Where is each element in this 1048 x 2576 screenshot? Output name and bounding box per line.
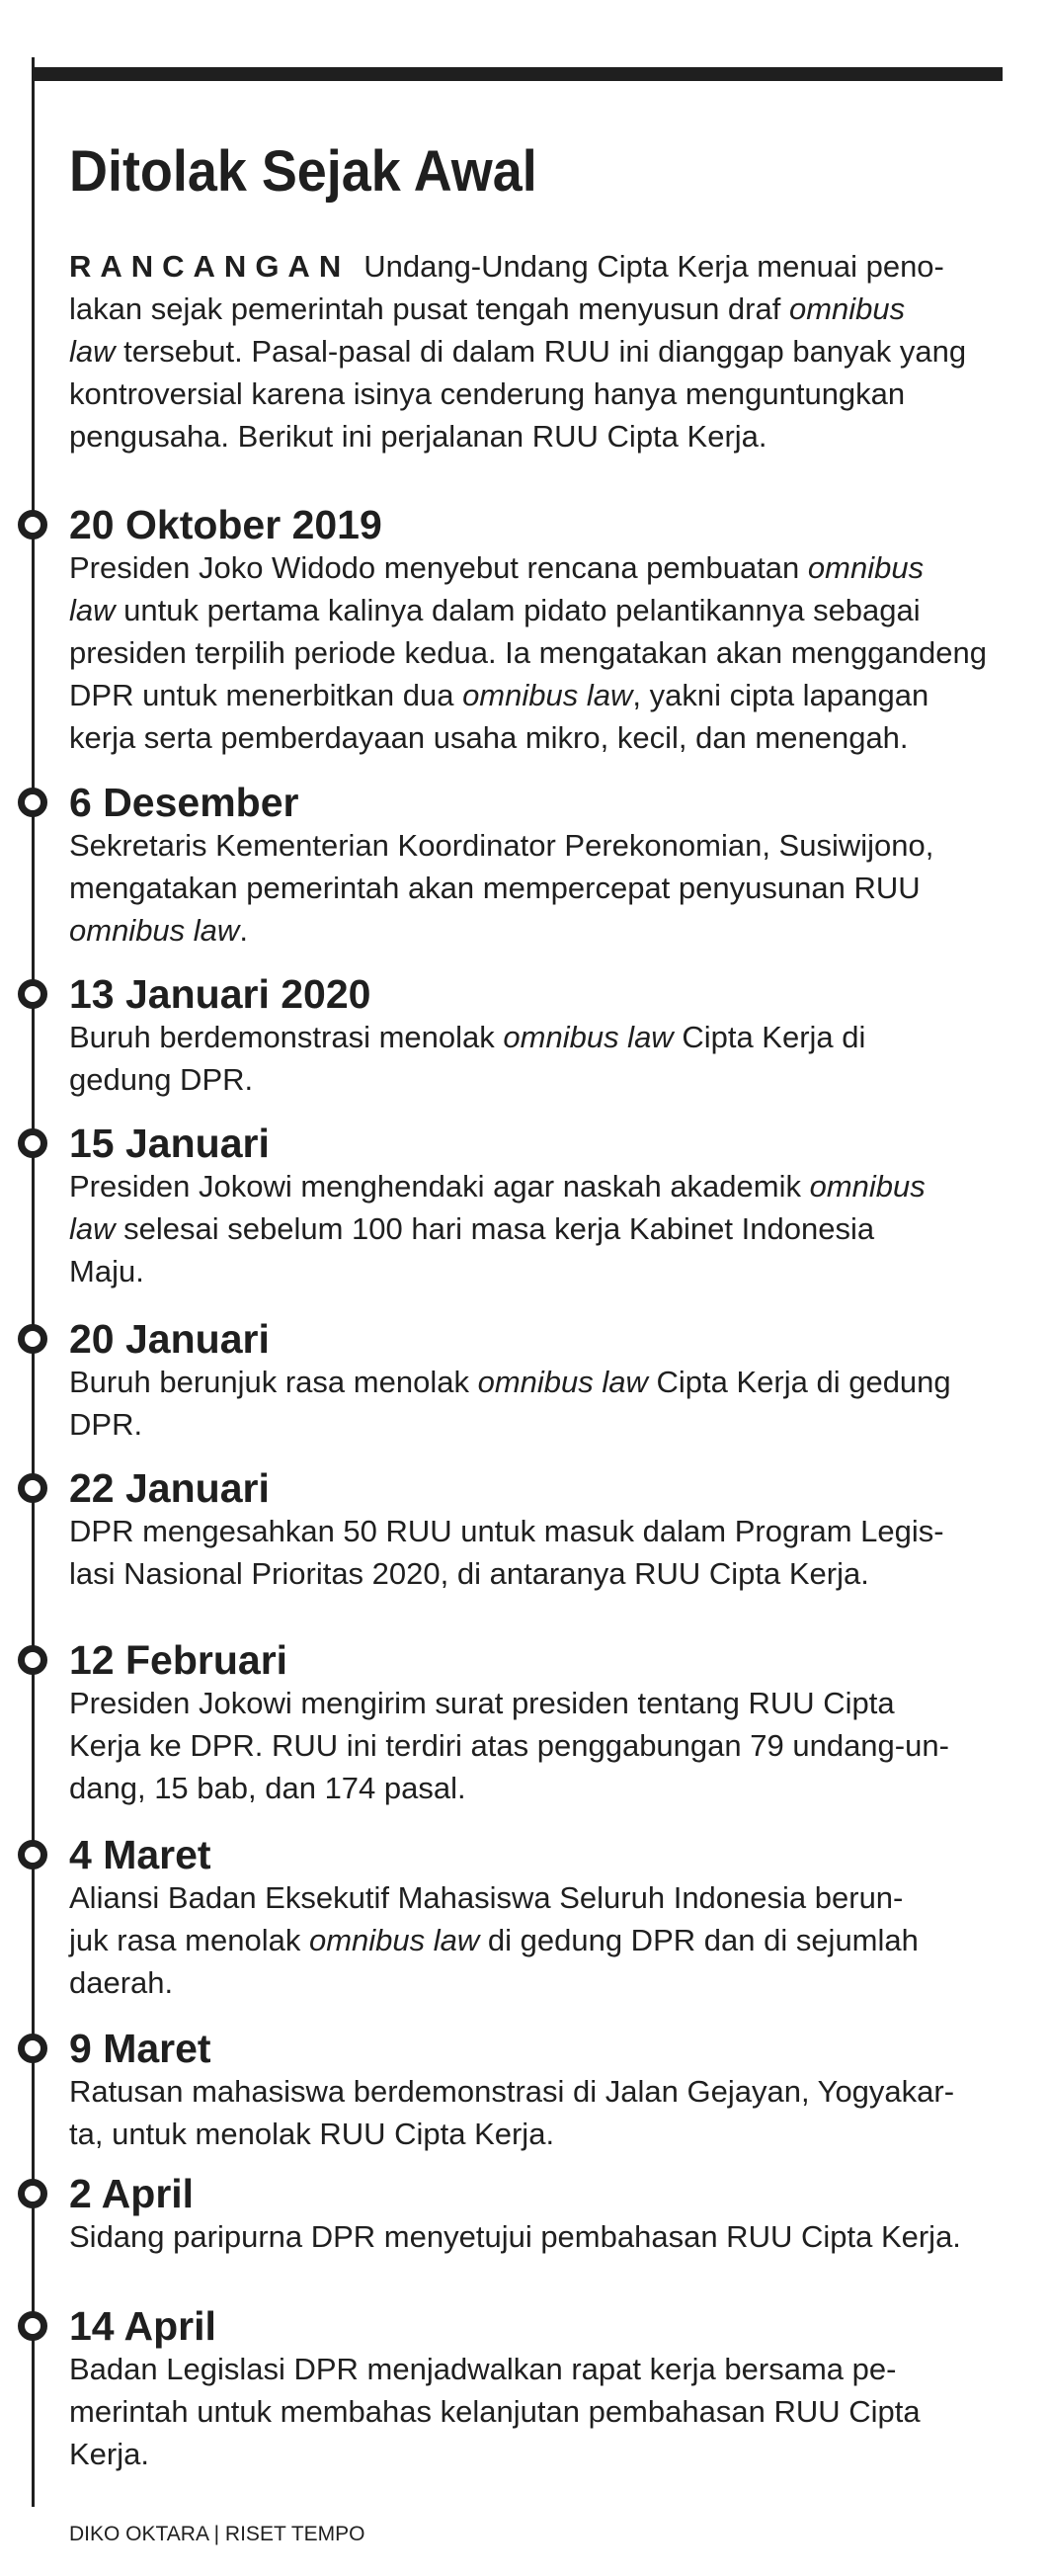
- italic-term: law: [69, 1211, 116, 1246]
- timeline-marker-icon: [18, 510, 47, 540]
- text-line: [69, 589, 987, 631]
- text-line: [69, 2390, 921, 2433]
- text-line: [69, 1207, 926, 1250]
- italic-term: omnibus law: [477, 1365, 648, 1399]
- entry-date: 14 April: [69, 2303, 216, 2349]
- intro-paragraph: [69, 245, 966, 457]
- entry-date: 20 Oktober 2019: [69, 502, 382, 547]
- text-line: [69, 1510, 944, 1552]
- text-segment: daerah.: [69, 1965, 174, 2000]
- italic-term: omnibus: [788, 291, 906, 326]
- text-segment: merintah untuk membahas kelanjutan pembahasan RUU Cipta: [69, 2394, 921, 2429]
- text-segment: kerja serta pemberdayaan usaha mikro, kecil, dan menengah.: [69, 720, 909, 755]
- text-segment: selesai sebelum 100 hari masa kerja Kabinet Indonesia: [115, 1211, 875, 1246]
- entry-description: [69, 1876, 919, 2004]
- entry-description: [69, 1510, 944, 1595]
- text-segment: Presiden Jokowi mengirim surat presiden tentang RUU Cipta: [69, 1686, 895, 1720]
- text-line: [69, 373, 966, 415]
- text-segment: Badan Legislasi DPR menjadwalkan rapat kerja bersama pe-: [69, 2352, 897, 2386]
- text-segment: ta, untuk menolak RUU Cipta Kerja.: [69, 2117, 555, 2151]
- text-segment: presiden terpilih periode kedua. Ia mengatakan akan menggandeng: [69, 635, 987, 670]
- text-line: [69, 2215, 961, 2258]
- text-line: [69, 1403, 951, 1446]
- text-line: [69, 546, 987, 589]
- text-line: [69, 1919, 919, 1961]
- entry-description: [69, 546, 987, 759]
- timeline-marker-icon: [18, 2179, 47, 2208]
- text-line: [69, 1552, 944, 1595]
- text-segment: Kerja ke DPR. RUU ini terdiri atas penggabungan 79 undang-un-: [69, 1728, 949, 1763]
- entry-description: [69, 824, 933, 952]
- timeline-marker-icon: [18, 1645, 47, 1675]
- text-line: [69, 1058, 865, 1101]
- text-line: [69, 245, 966, 288]
- entry-date: 9 Maret: [69, 2026, 211, 2071]
- text-segment: Cipta Kerja di gedung: [647, 1365, 951, 1399]
- text-line: [69, 288, 966, 330]
- intro-lead-word: RANCANGAN: [69, 249, 351, 284]
- text-segment: Sekretaris Kementerian Koordinator Perekonomian, Susiwijono,: [69, 828, 934, 863]
- entry-description: [69, 1165, 926, 1292]
- text-segment: Presiden Joko Widodo menyebut rencana pembuatan: [69, 550, 808, 585]
- text-segment: Sidang paripurna DPR menyetujui pembahasan RUU Cipta Kerja.: [69, 2219, 961, 2254]
- text-line: [69, 716, 987, 759]
- text-line: [69, 631, 987, 674]
- text-line: [69, 2113, 954, 2155]
- italic-term: law: [69, 334, 116, 369]
- entry-date: 12 Februari: [69, 1637, 288, 1683]
- text-line: [69, 1876, 919, 1919]
- text-line: [69, 2070, 954, 2113]
- italic-term: law: [69, 593, 116, 627]
- text-segment: tersebut. Pasal-pasal di dalam RUU ini dianggap banyak yang: [115, 334, 967, 369]
- text-segment: Undang-Undang Cipta Kerja menuai peno-: [363, 249, 944, 284]
- italic-term: omnibus: [807, 550, 925, 585]
- entry-description: [69, 1682, 949, 1809]
- text-segment: Buruh berunjuk rasa menolak: [69, 1365, 478, 1399]
- text-segment: pengusaha. Berikut ini perjalanan RUU Cipta Kerja.: [69, 419, 767, 454]
- italic-term: omnibus law: [308, 1923, 480, 1957]
- timeline-marker-icon: [18, 788, 47, 817]
- entry-description: [69, 1016, 865, 1101]
- timeline-marker-icon: [18, 2034, 47, 2063]
- timeline-marker-icon: [18, 2311, 47, 2341]
- entry-date: 13 Januari 2020: [69, 971, 371, 1017]
- text-segment: Cipta Kerja di: [673, 1020, 866, 1054]
- text-segment: juk rasa menolak: [69, 1923, 309, 1957]
- text-line: [69, 1767, 949, 1809]
- italic-term: omnibus law: [69, 913, 240, 948]
- text-line: [69, 1961, 919, 2004]
- entry-description: [69, 2070, 954, 2155]
- text-segment: lakan sejak pemerintah pusat tengah menyusun draf: [69, 291, 789, 326]
- text-line: [69, 2348, 921, 2390]
- text-segment: di gedung DPR dan di sejumlah: [479, 1923, 919, 1957]
- top-rule: [32, 67, 1003, 81]
- text-segment: kontroversial karena isinya cenderung hanya menguntungkan: [69, 376, 906, 411]
- timeline-marker-icon: [18, 1840, 47, 1870]
- credit-line: DIKO OKTARA | RISET TEMPO: [69, 2523, 365, 2545]
- text-line: [69, 1361, 951, 1403]
- text-segment: DPR.: [69, 1407, 143, 1442]
- timeline-vertical-line: [32, 57, 35, 2507]
- entry-date: 2 April: [69, 2171, 195, 2216]
- text-segment: .: [239, 913, 248, 948]
- text-line: [69, 824, 933, 867]
- entry-date: 20 Januari: [69, 1316, 270, 1362]
- text-line: [69, 909, 933, 952]
- entry-description: [69, 2215, 961, 2258]
- text-segment: Presiden Jokowi menghendaki agar naskah akademik: [69, 1169, 810, 1204]
- italic-term: omnibus law: [462, 678, 633, 712]
- text-segment: Aliansi Badan Eksekutif Mahasiswa Seluruh Indonesia berun-: [69, 1880, 904, 1915]
- text-segment: DPR mengesahkan 50 RUU untuk masuk dalam Program Legis-: [69, 1514, 944, 1548]
- timeline-marker-icon: [18, 1324, 47, 1354]
- timeline-marker-icon: [18, 1128, 47, 1158]
- entry-description: [69, 1361, 951, 1446]
- text-line: [69, 674, 987, 716]
- text-segment: Kerja.: [69, 2437, 149, 2471]
- text-segment: , yakni cipta lapangan: [632, 678, 929, 712]
- text-segment: gedung DPR.: [69, 1062, 254, 1097]
- text-segment: dang, 15 bab, dan 174 pasal.: [69, 1771, 466, 1805]
- text-segment: Maju.: [69, 1254, 144, 1288]
- italic-term: omnibus law: [503, 1020, 674, 1054]
- text-line: [69, 1682, 949, 1724]
- entry-description: [69, 2348, 921, 2475]
- italic-term: omnibus: [809, 1169, 926, 1204]
- entry-date: 6 Desember: [69, 780, 299, 825]
- text-line: [69, 2433, 921, 2475]
- entry-date: 15 Januari: [69, 1121, 270, 1166]
- text-line: [69, 867, 933, 909]
- timeline-marker-icon: [18, 1473, 47, 1503]
- text-segment: lasi Nasional Prioritas 2020, di antaranya RUU Cipta Kerja.: [69, 1556, 869, 1591]
- text-segment: mengatakan pemerintah akan mempercepat penyusunan RUU: [69, 871, 921, 905]
- text-line: [69, 1724, 949, 1767]
- entry-date: 22 Januari: [69, 1465, 270, 1511]
- page-title: Ditolak Sejak Awal: [69, 139, 537, 204]
- text-segment: untuk pertama kalinya dalam pidato pelantikannya sebagai: [115, 593, 921, 627]
- text-line: [69, 415, 966, 457]
- text-line: [69, 330, 966, 373]
- timeline-marker-icon: [18, 979, 47, 1009]
- text-line: [69, 1165, 926, 1207]
- text-segment: DPR untuk menerbitkan dua: [69, 678, 463, 712]
- text-line: [69, 1016, 865, 1058]
- entry-date: 4 Maret: [69, 1832, 211, 1877]
- text-segment: Buruh berdemonstrasi menolak: [69, 1020, 504, 1054]
- text-line: [69, 1250, 926, 1292]
- text-segment: Ratusan mahasiswa berdemonstrasi di Jalan Gejayan, Yogyakar-: [69, 2074, 955, 2109]
